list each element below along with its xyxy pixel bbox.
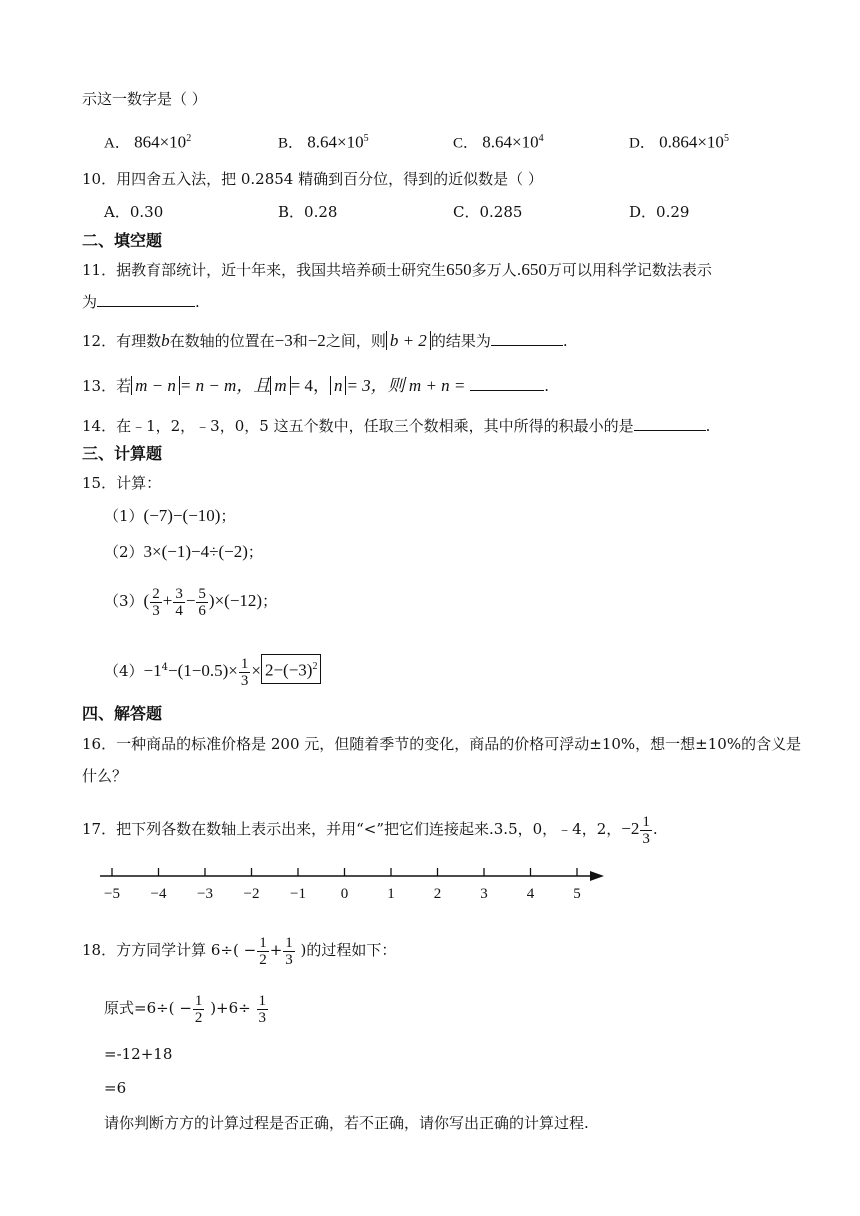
arrow-icon (590, 871, 604, 881)
number-line (96, 858, 608, 902)
fraction: $\frac{1}{3}$ (258, 992, 267, 1026)
q14: 14．在﹣1，2，﹣3，0，5 这五个数中，任取三个数相乘，其中所得的积最小的是 . (82, 414, 710, 437)
q12-answer-blank[interactable] (491, 329, 563, 346)
number-line-label: 4 (526, 886, 535, 902)
q15-part1: （1）(−7)−(−10)； (104, 506, 236, 525)
q15-part3: （3）( $\frac{2}{3}$ + $\frac{3}{4}$ − $\frac{5}{6}$ )×(−12)； (104, 585, 278, 619)
q9-option-c: C． $8.64\times 10^4$ (453, 132, 544, 152)
q18-step2: =-12+18 (104, 1045, 173, 1063)
q10-option-d: D．0.29 (629, 203, 690, 221)
section-heading-answer: 四、解答题 (82, 704, 163, 723)
q18-step1: 原式=6÷( − $\frac{1}{2}$ )+6÷ $\frac{1}{3}$ (104, 992, 267, 1026)
q16-line2: 什么？ (82, 767, 128, 785)
q9-option-d: D． $0.864\times 10^5$ (629, 132, 729, 152)
q16-line1: 16．一种商品的标准价格是 200 元，但随着季节的变化，商品的价格可浮动±10%，想一想±10%的含义是 (82, 735, 802, 753)
number-line-label: −4 (150, 886, 167, 902)
q18-stem: 18．方方同学计算 6÷( − $\frac{1}{2}$ + $\frac{1}{3}$ )的过程如下： (82, 934, 397, 968)
fraction: $\frac{5}{6}$ (198, 585, 206, 619)
fraction: $\frac{1}{3}$ (285, 934, 293, 968)
section-heading-calculation: 三、计算题 (82, 444, 163, 463)
fraction: $\frac{2}{3}$ (152, 585, 160, 619)
number-line-label: −5 (104, 886, 120, 902)
q12: 12．有理数b在数轴的位置在−3和−2之间，则 b + 2 的结果为 . (82, 331, 568, 350)
number-line-label: −1 (290, 886, 306, 902)
q15-stem: 15．计算： (82, 474, 162, 492)
number-line-label: −3 (197, 886, 213, 902)
fraction: $\frac{1}{2}$ (194, 992, 203, 1026)
fraction: $\frac{1}{3}$ (642, 813, 650, 847)
q13-answer-blank[interactable] (470, 374, 544, 391)
q9-option-b: B． $8.64\times 10^5$ (278, 132, 369, 152)
q18-instruction: 请你判断方方的计算过程是否正确，若不正确，请你写出正确的计算过程. (104, 1114, 589, 1132)
q10-option-a: A．0.30 (104, 203, 164, 221)
number-line-label: −2 (243, 886, 260, 902)
number-line-label: 3 (480, 886, 488, 902)
q10-option-c: C．0.285 (453, 203, 523, 221)
q15-part4: $(4)-1^4-(1-0.5)\times$ $\frac{1}{3}$ × $2-(-3)^2$ (104, 650, 321, 689)
q11-answer-blank[interactable] (97, 290, 195, 307)
q9-option-a: A． $864\times 10^2$ (104, 132, 192, 152)
q18-step3: =6 (104, 1079, 127, 1097)
number-line-label: 5 (573, 886, 581, 902)
number-line-label: 0 (340, 886, 349, 902)
q9-stem-tail: 示这一数字是（ ） (82, 90, 207, 108)
number-line-label: 1 (387, 886, 395, 902)
q11-line2: 为 . (82, 290, 200, 313)
q14-answer-blank[interactable] (634, 414, 706, 431)
square-bracket-group: $2-(-3)^2$ (261, 654, 322, 684)
q11-line1: 11．据教育部统计，近十年来，我国共培养硕士研究生650多万人.650万可以用科学记数法表示 (82, 260, 712, 279)
q15-part2: （2）3×(−1)−4÷(−2)； (104, 542, 263, 561)
q17-stem: 17．把下列各数在数轴上表示出来，并用“<”把它们连接起来.3.5，0，﹣4，2，−2 $\frac{1}{3}$ . (82, 813, 658, 847)
fraction: $\frac{1}{2}$ (259, 934, 267, 968)
fraction: $\frac{3}{4}$ (175, 585, 183, 619)
section-heading-fill-blank: 二、填空题 (82, 231, 163, 250)
q10-option-b: B．0.28 (278, 203, 338, 221)
number-line-label: 2 (433, 886, 442, 902)
q10-stem: 10．用四舍五入法，把 0.2854 精确到百分位，得到的近似数是（ ） (82, 170, 543, 188)
fraction: $\frac{1}{3}$ (240, 655, 249, 689)
q13: 13．若 m − n = n − m，且 m = 4， n = 3，则 m + n = . (82, 376, 549, 395)
